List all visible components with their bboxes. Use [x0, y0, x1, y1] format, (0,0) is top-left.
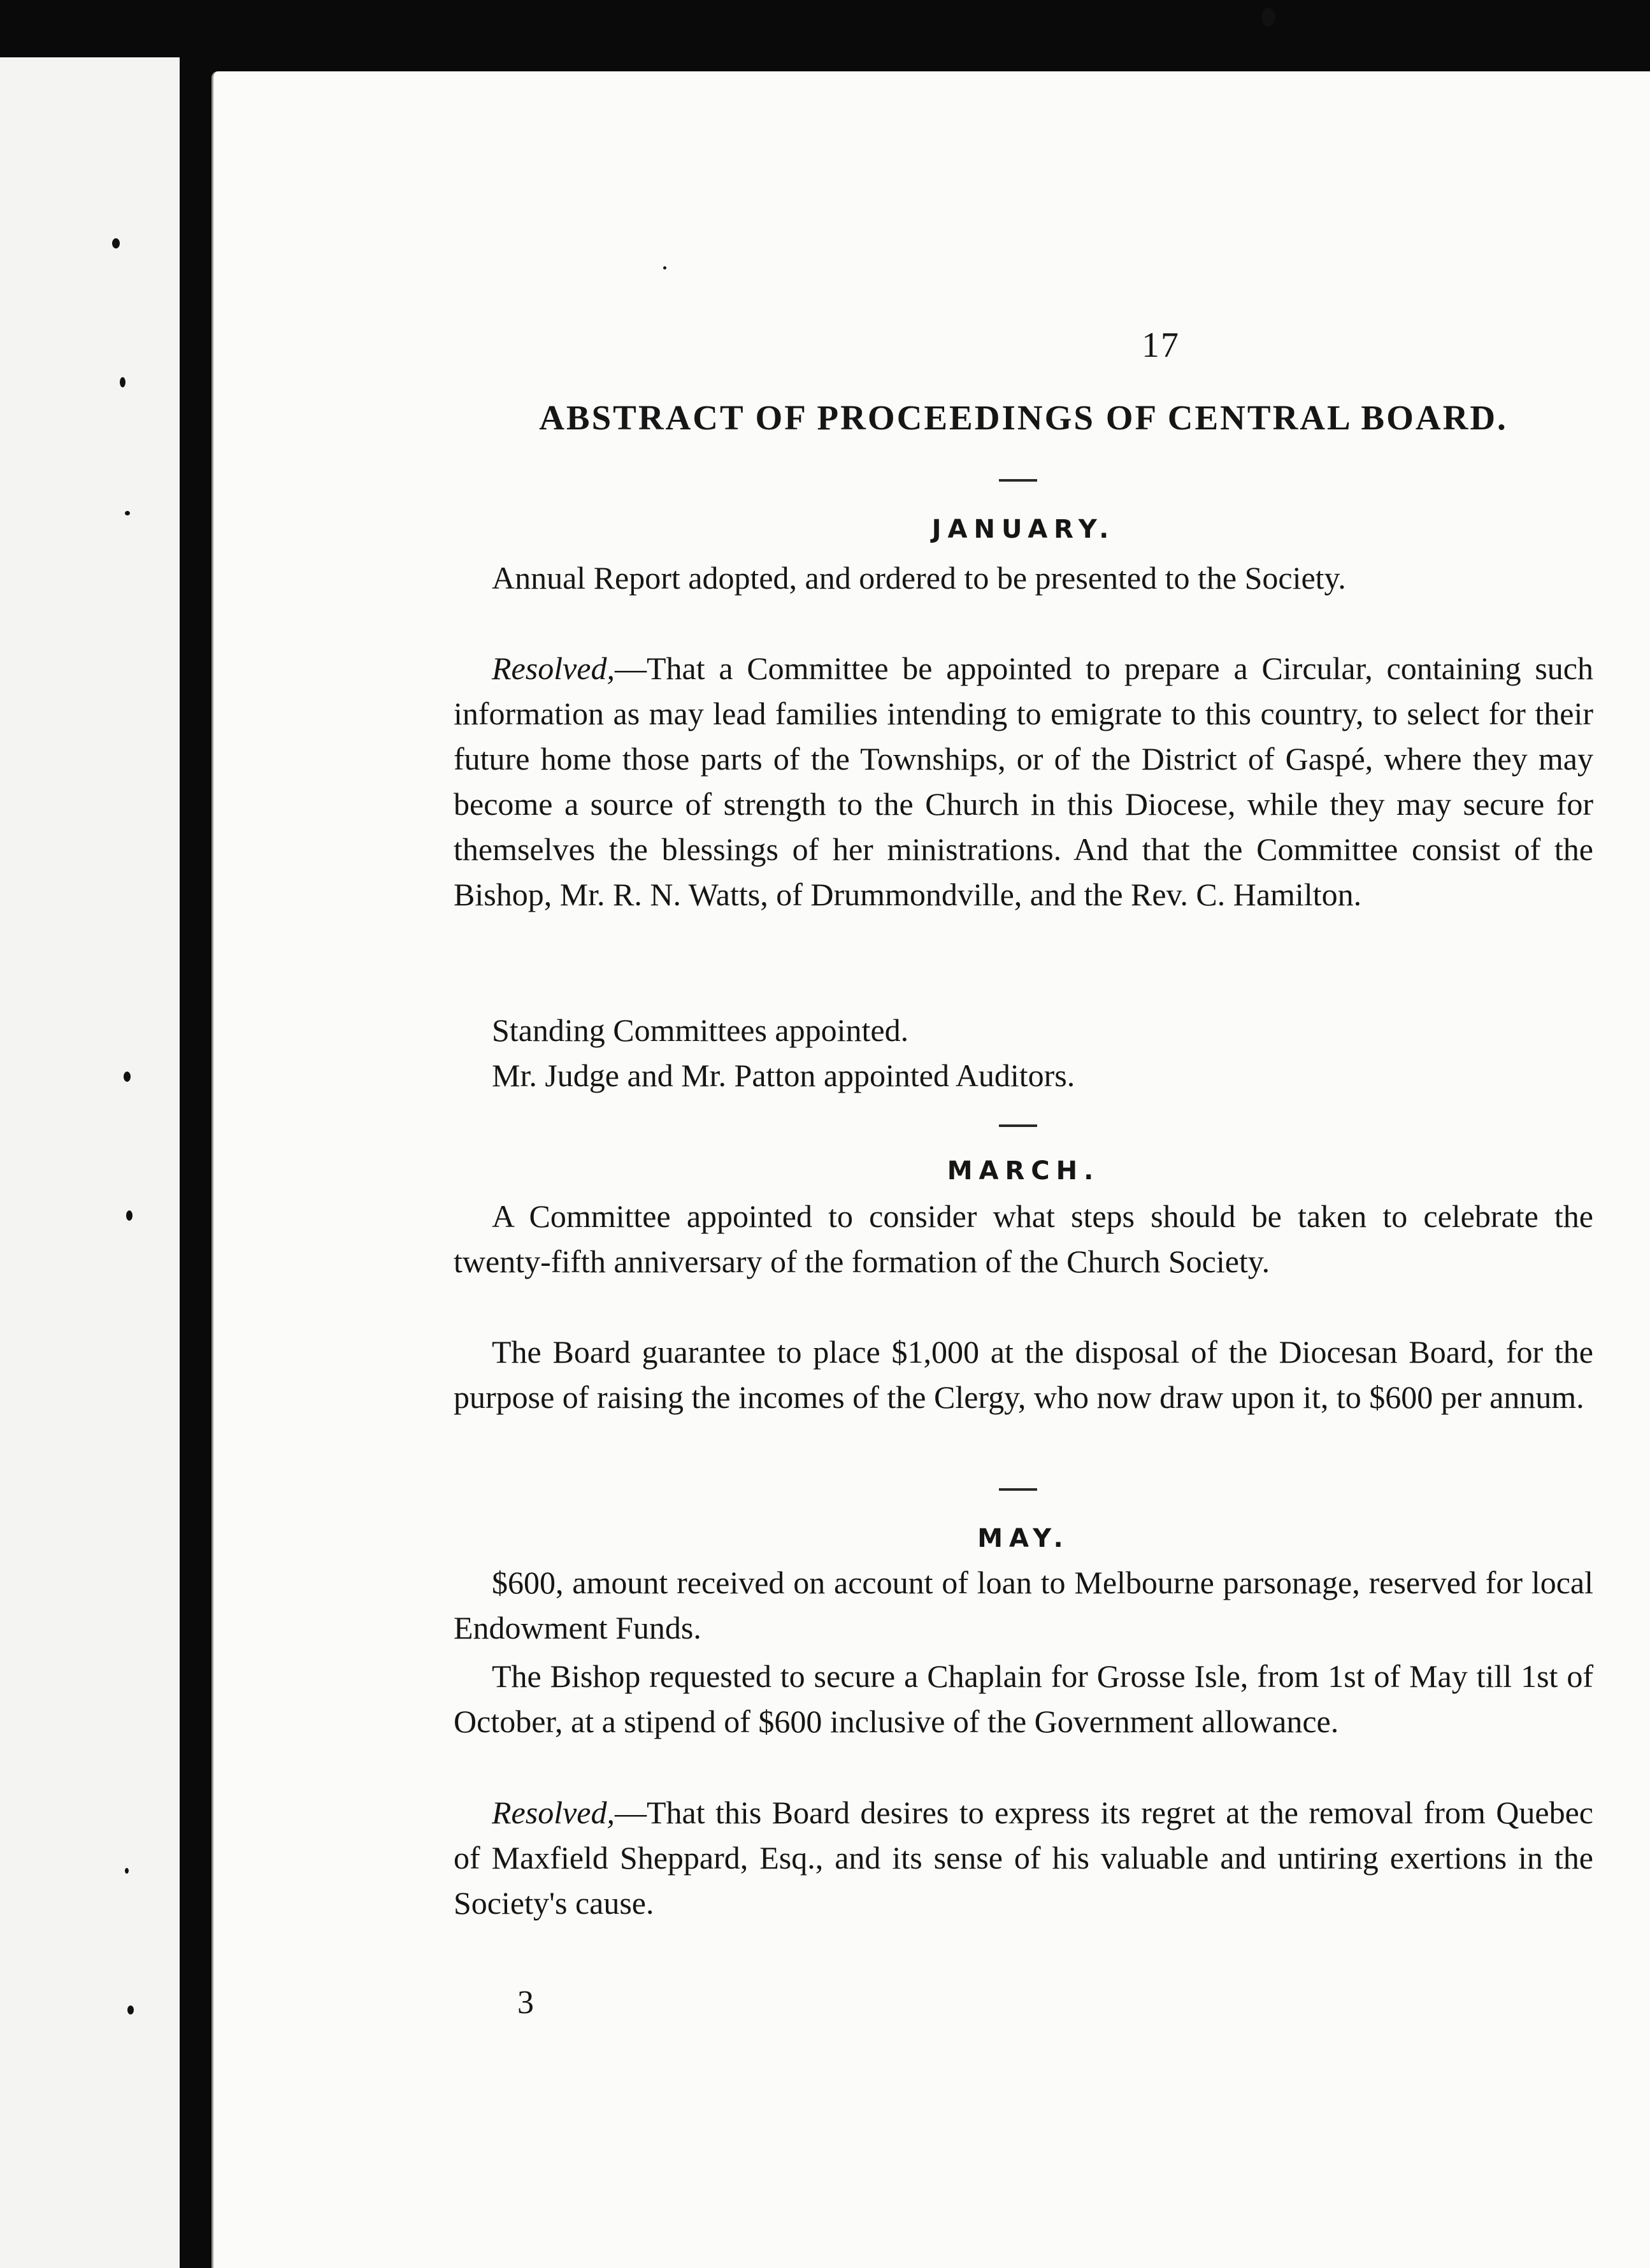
may-paragraph-2: The Bishop requested to secure a Chaplain for Grosse Isle, from 1st of May till 1st of October, at a stipend of $600 inclusive of the Government allowance. [454, 1658, 1593, 1739]
page-title: ABSTRACT OF PROCEEDINGS OF CENTRAL BOARD. [539, 398, 1508, 437]
binding-mark [125, 511, 130, 515]
section-divider [999, 1124, 1037, 1127]
heading-march: MARCH. [947, 1156, 1100, 1186]
resolution-text: —That this Board desires to express its regret at the removal from Quebec of Maxfield Sheppard, Esq., and its sense of his valuable and untiring exertions in the Society's cause. [454, 1795, 1593, 1921]
january-paragraph-1: Annual Report adopted, and ordered to be presented to the Society. [492, 560, 1346, 596]
may-paragraph-1: $600, amount received on account of loan to Melbourne parsonage, reserved for local Endowment Funds. [454, 1565, 1593, 1646]
binding-mark [124, 1072, 131, 1082]
heading-may: MAY. [977, 1524, 1070, 1553]
may-paragraph-3 [454, 1790, 1593, 1926]
document-page [212, 71, 1650, 2268]
book-gutter [180, 0, 212, 2268]
resolved-lead: Resolved, [492, 650, 615, 686]
march-paragraph-2: The Board guarantee to place $1,000 at the disposal of the Diocesan Board, for the purpose of raising the incomes of the Clergy, who now draw upon it, to $600 per annum. [454, 1334, 1593, 1415]
page-number: 17 [1142, 326, 1180, 365]
binding-mark [126, 1210, 133, 1221]
binding-mark [112, 238, 120, 248]
january-paragraph-3: Standing Committees appointed. [492, 1012, 909, 1048]
march-paragraph-1: A Committee appointed to consider what steps should be taken to celebrate the twenty-fifth anniversary of the formation of the Church Society. [454, 1198, 1593, 1279]
january-paragraph-2 [454, 646, 1593, 917]
resolution-text: —That a Committee be appointed to prepare a Circular, containing such information as may lead families intending to emigrate to this country, to select for their future home those parts of the Townships, or of the District of Gaspé, where they may become a source of strength to the Church in this Diocese, while they may secure for themselves the blessings of her ministrations. And that the Committee consist of the Bishop, Mr. R. N. Watts, of Drummondville, and the Rev. C. Hamilton. [454, 650, 1593, 912]
facing-page-edge [0, 57, 180, 2268]
january-paragraph-4: Mr. Judge and Mr. Patton appointed Auditors. [492, 1058, 1075, 1093]
paper-spot [663, 266, 666, 269]
resolved-lead: Resolved, [492, 1795, 615, 1830]
binding-mark [127, 2006, 134, 2014]
binding-mark [125, 1868, 129, 1874]
scan-artifact [1261, 8, 1275, 27]
binding-mark [120, 377, 126, 387]
section-divider [999, 479, 1037, 482]
heading-january: JANUARY. [931, 515, 1116, 544]
signature-mark: 3 [517, 1984, 534, 2021]
section-divider [999, 1488, 1037, 1491]
